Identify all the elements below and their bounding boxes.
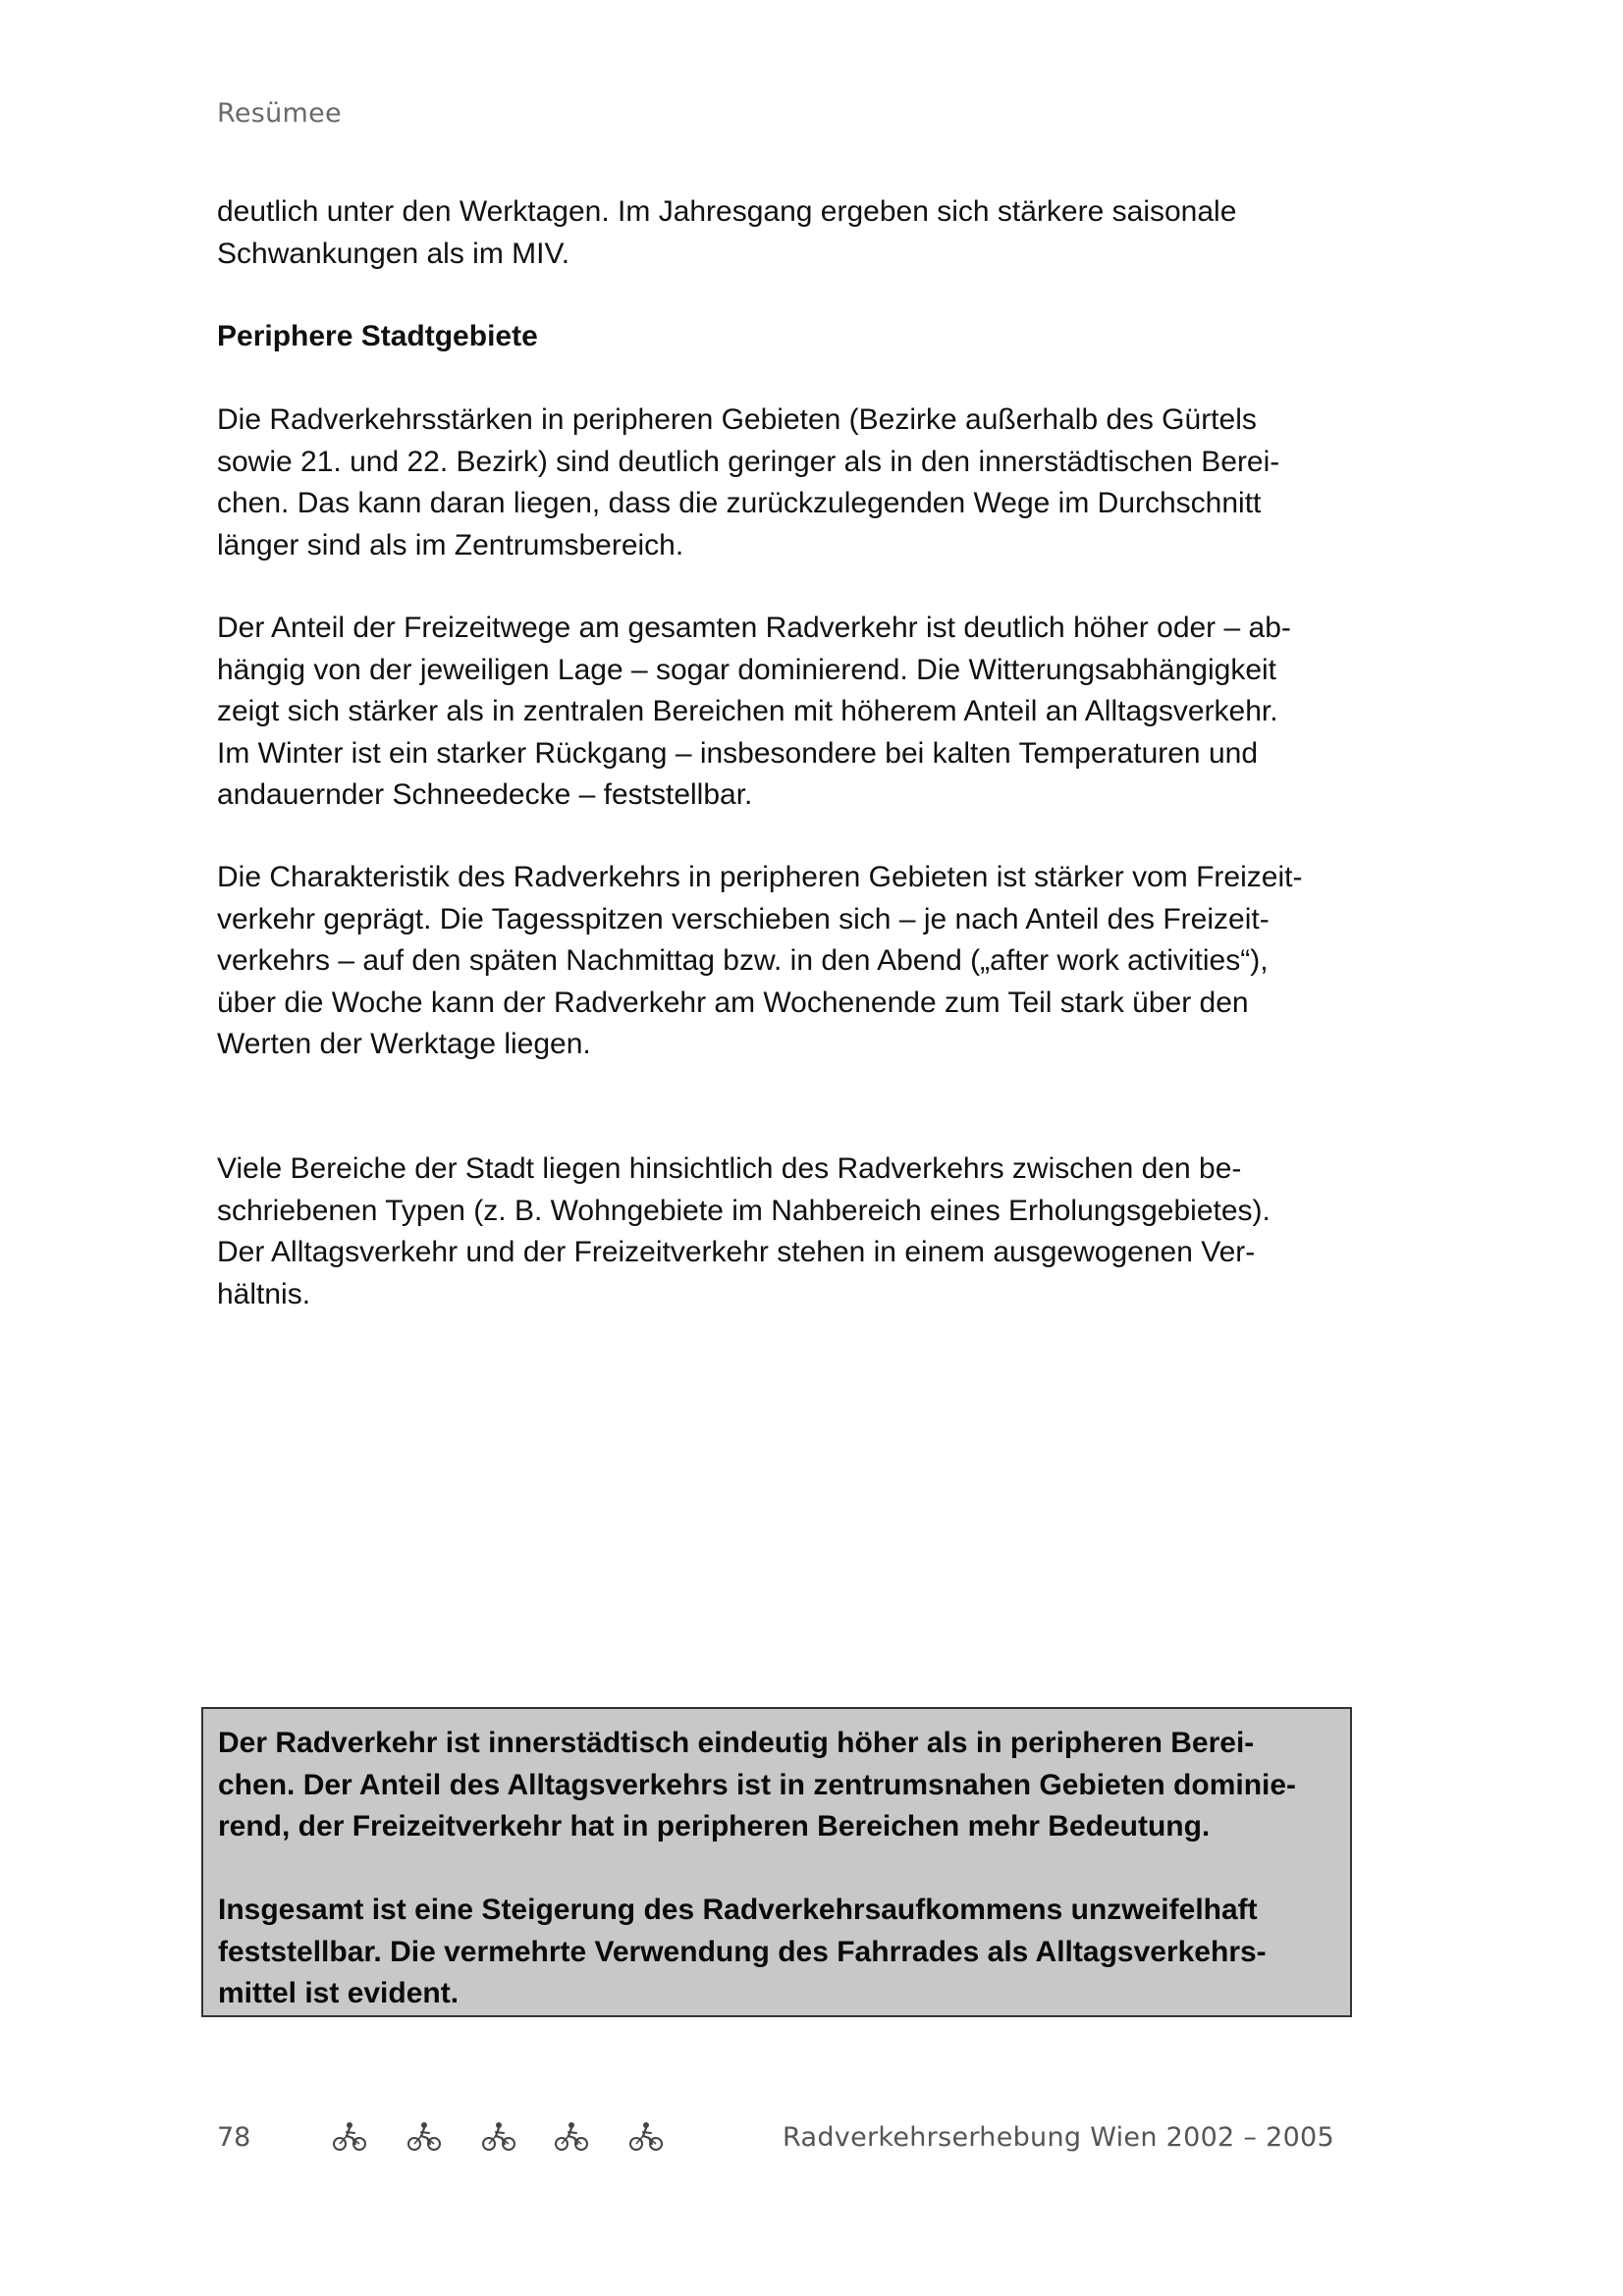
text-line: Insgesamt ist eine Steigerung des Radverkehrsaufkommens unzweifelhaft <box>218 1894 1258 1926</box>
summary-box <box>201 1707 1352 2017</box>
text-line: Viele Bereiche der Stadt liegen hinsichtlich des Radverkehrs zwischen den be- <box>217 1152 1242 1185</box>
text-line: Die Radverkehrsstärken in peripheren Gebieten (Bezirke außerhalb des Gürtels <box>217 403 1257 436</box>
text-line: deutlich unter den Werktagen. Im Jahresgang ergeben sich stärkere saisonale <box>217 195 1237 228</box>
cyclist-icon <box>554 2120 589 2152</box>
cyclist-icon <box>406 2120 442 2152</box>
text-line: schriebenen Typen (z. B. Wohngebiete im Nahbereich eines Erholungsgebietes). <box>217 1194 1271 1227</box>
text-line: chen. Das kann daran liegen, dass die zurückzulegenden Wege im Durchschnitt <box>217 487 1262 519</box>
paragraph-2 <box>217 608 1336 817</box>
cyclist-icon <box>628 2120 664 2152</box>
summary-paragraph-1 <box>218 1723 1350 1848</box>
text-line: hängig von der jeweiligen Lage – sogar dominierend. Die Witterungsabhängigkeit <box>217 653 1277 686</box>
text-line: Der Radverkehr ist innerstädtisch eindeutig höher als in peripheren Berei- <box>218 1727 1255 1759</box>
paragraph-4 <box>217 1148 1336 1315</box>
paragraph-1 <box>217 400 1336 566</box>
text-line: länger sind als im Zentrumsbereich. <box>217 528 684 561</box>
text-line: sowie 21. und 22. Bezirk) sind deutlich geringer als in den innerstädtischen Berei- <box>217 445 1280 478</box>
text-line: verkehrs – auf den späten Nachmittag bzw. in den Abend („after work activities“), <box>217 944 1269 977</box>
intro-paragraph <box>217 191 1336 275</box>
text-line: Schwankungen als im MIV. <box>217 237 570 270</box>
text-line: Der Anteil der Freizeitwege am gesamten Radverkehr ist deutlich höher oder – ab- <box>217 612 1291 644</box>
section-heading: Periphere Stadtgebiete <box>217 320 538 352</box>
text-line: über die Woche kann der Radverkehr am Wochenende zum Teil stark über den <box>217 986 1249 1019</box>
text-line: mittel ist evident. <box>218 1977 460 2009</box>
text-line: Werten der Werktage liegen. <box>217 1028 591 1060</box>
text-line: rend, der Freizeitverkehr hat in peripheren Bereichen mehr Bedeutung. <box>218 1810 1211 1842</box>
paragraph-3 <box>217 857 1336 1066</box>
text-line: zeigt sich stärker als in zentralen Bereichen mit höherem Anteil an Alltagsverkehr. <box>217 695 1278 727</box>
text-line: feststellbar. Die vermehrte Verwendung des Fahrrades als Alltagsverkehrs- <box>218 1935 1267 1968</box>
text-line: Der Alltagsverkehr und der Freizeitverkehr stehen in einem ausgewogenen Ver- <box>217 1236 1256 1268</box>
summary-paragraph-2 <box>218 1890 1350 2015</box>
page-number: 78 <box>217 2122 251 2153</box>
text-line: Die Charakteristik des Radverkehrs in peripheren Gebieten ist stärker vom Freizeit- <box>217 861 1303 893</box>
cyclist-icon <box>332 2120 367 2152</box>
cyclist-icon <box>481 2120 516 2152</box>
report-title: Radverkehrserhebung Wien 2002 – 2005 <box>783 2122 1334 2153</box>
text-line: andauernder Schneedecke – feststellbar. <box>217 778 753 811</box>
text-line: hältnis. <box>217 1277 311 1310</box>
running-header: Resümee <box>217 98 342 129</box>
text-line: Im Winter ist ein starker Rückgang – insbesondere bei kalten Temperaturen und <box>217 736 1259 770</box>
text-line: verkehr geprägt. Die Tagesspitzen verschieben sich – je nach Anteil des Freizeit- <box>217 902 1270 935</box>
text-line: chen. Der Anteil des Alltagsverkehrs ist in zentrumsnahen Gebieten dominie- <box>218 1768 1297 1801</box>
